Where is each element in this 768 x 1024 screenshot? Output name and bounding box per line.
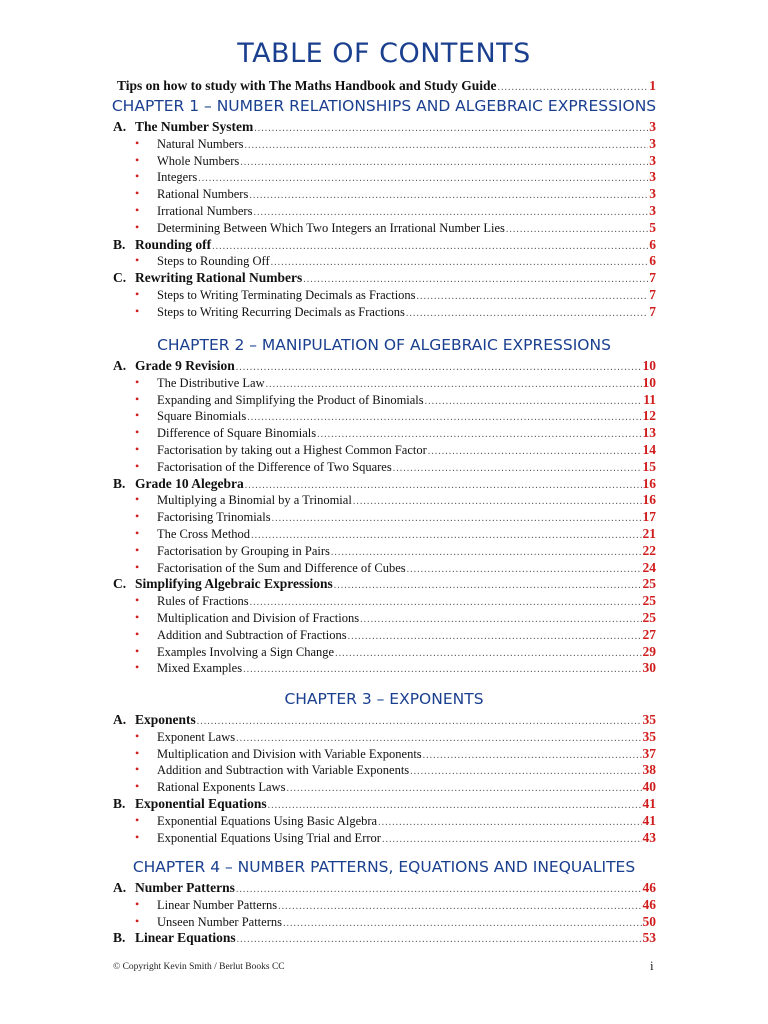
dot-leader (407, 564, 642, 575)
item-entry-label: Unseen Number Patterns (157, 914, 282, 929)
dot-leader (331, 547, 642, 558)
section-entry (113, 119, 656, 137)
section-letter: B. (113, 930, 126, 946)
dot-leader (283, 918, 642, 929)
item-entry-page: 27 (642, 626, 656, 642)
item-entry-label: Multiplication and Division with Variable Exponents (157, 746, 422, 761)
bullet-icon: • (135, 913, 140, 928)
item-entry-page: 13 (642, 425, 656, 441)
bullet-icon: • (135, 442, 140, 456)
dot-leader (335, 648, 641, 659)
bullet-icon: • (135, 829, 140, 844)
section-entry (113, 796, 656, 814)
dot-leader (253, 207, 648, 218)
item-entry-label: Difference of Square Binomials (157, 426, 317, 441)
item-entry-page: 46 (642, 896, 656, 912)
item-entry-page: 38 (642, 762, 656, 778)
section-entry (113, 237, 656, 255)
section-page: 41 (642, 796, 656, 811)
section-page: 6 (649, 236, 656, 252)
item-entry-label: The Distributive Law (157, 375, 265, 390)
tips-entry-label: Tips on how to study with The Maths Handbook and Study Guide (117, 78, 497, 93)
dot-leader (406, 308, 648, 319)
item-entry-page: 3 (649, 203, 656, 218)
bullet-icon: • (135, 626, 140, 641)
item-entry-page: 3 (649, 169, 656, 185)
dot-leader (250, 597, 642, 608)
section-page: 53 (642, 930, 656, 946)
section-label: The Number System (135, 119, 254, 134)
item-entry (135, 746, 656, 764)
section-letter: C. (113, 576, 127, 592)
item-entry-page: 37 (642, 745, 656, 761)
dot-leader (240, 157, 648, 168)
section-entry (113, 880, 656, 898)
section-label: Number Patterns (135, 880, 235, 895)
bullet-icon: • (135, 492, 140, 507)
dot-leader (348, 631, 642, 642)
item-entry-label: Steps to Writing Recurring Decimals as Fractions (157, 304, 405, 319)
item-entry-page: 11 (643, 391, 656, 407)
item-entry-label: Rational Exponents Laws (157, 780, 286, 795)
section-label: Exponential Equations (135, 796, 267, 811)
item-entry-page: 16 (642, 492, 656, 508)
item-entry (135, 220, 656, 238)
dot-leader (360, 614, 641, 625)
item-entry-page: 25 (642, 610, 656, 625)
item-entry-label: Steps to Writing Terminating Decimals as Fractions (157, 288, 416, 302)
item-entry-page: 5 (649, 219, 656, 235)
item-entry-label: Whole Numbers (157, 153, 240, 168)
item-entry (135, 813, 656, 831)
section-page: 7 (649, 270, 656, 286)
dot-leader (378, 817, 641, 828)
bullet-icon: • (135, 643, 140, 658)
chapter-heading: CHAPTER 1 – NUMBER RELATIONSHIPS AND ALGEBRAIC EXPRESSIONS (111, 97, 657, 115)
section-label: Linear Equations (135, 930, 236, 946)
item-entry-label: Determining Between Which Two Integers an Irrational Number Lies (157, 220, 505, 235)
item-entry-label: Irrational Numbers (157, 204, 253, 218)
item-entry-page: 21 (642, 526, 656, 541)
chapter-heading: CHAPTER 4 – NUMBER PATTERNS, EQUATIONS AND INEQUALITES (132, 858, 636, 876)
section-label: Grade 10 Alegebra (135, 475, 244, 491)
dot-leader (417, 291, 649, 302)
section-letter: A. (113, 119, 127, 134)
item-entry (135, 779, 656, 797)
item-entry-label: Multiplying a Binomial by a Trinomial (157, 493, 352, 508)
dot-leader (353, 496, 642, 507)
item-entry-page: 43 (642, 829, 656, 845)
bullet-icon: • (135, 152, 140, 167)
item-entry-page: 40 (642, 779, 656, 795)
item-entry-page: 35 (642, 728, 656, 744)
item-entry-label: Exponential Equations Using Trial and Error (157, 830, 381, 845)
item-entry (135, 509, 656, 527)
section-label: Grade 9 Revision (135, 358, 235, 373)
dot-leader (303, 274, 648, 285)
dot-leader (198, 173, 648, 184)
section-letter: C. (113, 270, 127, 286)
item-entry-label: Expanding and Simplifying the Product of Binomials (157, 392, 424, 407)
section-letter: B. (113, 475, 126, 491)
item-entry-label: Rules of Fractions (157, 594, 249, 609)
item-entry (135, 375, 656, 393)
section-letter: A. (113, 712, 127, 727)
dot-leader (243, 664, 641, 675)
dot-leader (428, 446, 642, 457)
bullet-icon: • (135, 812, 140, 827)
item-entry (135, 627, 656, 645)
bullet-icon: • (135, 135, 140, 150)
dot-leader (410, 766, 641, 777)
item-entry (135, 153, 656, 171)
bullet-icon: • (135, 762, 140, 777)
item-entry-page: 6 (649, 253, 656, 269)
item-entry (135, 897, 656, 915)
section-label: Simplifying Algebraic Expressions (135, 576, 333, 592)
item-entry (135, 169, 656, 187)
dot-leader (244, 140, 648, 151)
item-entry (135, 660, 656, 678)
dot-leader (245, 480, 642, 491)
section-page: 3 (649, 119, 656, 134)
item-entry (135, 729, 656, 747)
bullet-icon: • (135, 509, 140, 524)
item-entry (135, 830, 656, 848)
bullet-icon: • (135, 610, 140, 624)
item-entry-label: Examples Involving a Sign Change (157, 644, 335, 659)
item-entry (135, 392, 656, 410)
dot-leader (423, 750, 642, 761)
bullet-icon: • (135, 526, 140, 540)
item-entry-page: 3 (649, 152, 656, 168)
bullet-icon: • (135, 287, 140, 301)
dot-leader (393, 463, 642, 474)
item-entry-page: 12 (642, 408, 656, 424)
item-entry-page: 7 (649, 287, 656, 302)
item-entry-page: 50 (642, 913, 656, 929)
bullet-icon: • (135, 458, 140, 473)
item-entry (135, 408, 656, 426)
dot-leader (237, 934, 642, 945)
section-label: Exponents (135, 712, 196, 727)
item-entry (135, 459, 656, 477)
bullet-icon: • (135, 779, 140, 794)
section-label: Rounding off (135, 236, 212, 252)
chapter-heading: CHAPTER 2 – MANIPULATION OF ALGEBRAIC EXPRESSIONS (157, 336, 611, 354)
item-entry-page: 3 (649, 186, 656, 202)
bullet-icon: • (135, 593, 140, 608)
item-entry-label: Factorisation of the Sum and Difference of Cubes (157, 560, 406, 575)
page-title: TABLE OF CONTENTS (237, 38, 531, 69)
item-entry (135, 526, 656, 544)
tips-entry-page: 1 (649, 78, 656, 93)
dot-leader (317, 429, 641, 440)
item-entry (135, 543, 656, 561)
chapter-heading: CHAPTER 3 – EXPONENTS (284, 690, 484, 708)
bullet-icon: • (135, 391, 140, 406)
item-entry-label: Addition and Subtraction of Fractions (157, 627, 347, 642)
dot-leader (236, 733, 641, 744)
item-entry (135, 203, 656, 221)
item-entry (135, 593, 656, 611)
bullet-icon: • (135, 425, 140, 440)
section-page: 10 (642, 358, 656, 373)
dot-leader (425, 396, 643, 407)
item-entry-page: 30 (642, 660, 656, 676)
section-letter: B. (113, 796, 126, 811)
item-entry-label: Factorising Trinomials (157, 510, 271, 525)
section-page: 25 (642, 576, 656, 592)
dot-leader (251, 530, 641, 541)
dot-leader (286, 783, 641, 794)
dot-leader (278, 901, 641, 912)
section-entry (113, 576, 656, 594)
section-entry (113, 358, 656, 376)
item-entry-page: 25 (642, 593, 656, 609)
item-entry-label: Factorisation by taking out a Highest Common Factor (157, 443, 427, 457)
dot-leader (272, 513, 642, 524)
section-letter: B. (113, 236, 126, 252)
section-letter: A. (113, 358, 127, 373)
section-page: 35 (642, 712, 656, 727)
dot-leader (268, 800, 642, 811)
bullet-icon: • (135, 219, 140, 234)
item-entry-label: Steps to Rounding Off (157, 254, 270, 269)
section-entry (113, 476, 656, 494)
item-entry-label: Square Binomials (157, 409, 247, 424)
item-entry-page: 17 (642, 509, 656, 525)
item-entry-page: 29 (642, 643, 656, 659)
item-entry-page: 14 (642, 442, 656, 457)
dot-leader (506, 224, 648, 235)
bullet-icon: • (135, 660, 140, 675)
item-entry-label: Natural Numbers (157, 136, 244, 151)
item-entry-page: 10 (642, 374, 656, 390)
tips-entry (117, 78, 656, 96)
item-entry (135, 762, 656, 780)
dot-leader (236, 362, 642, 373)
dot-leader (382, 834, 642, 845)
section-page: 46 (642, 880, 656, 895)
item-entry-page: 3 (649, 135, 656, 151)
footer-page-number: i (650, 958, 654, 973)
item-entry (135, 136, 656, 154)
bullet-icon: • (135, 896, 140, 911)
section-entry (113, 712, 656, 730)
section-entry (113, 930, 656, 948)
item-entry-page: 22 (642, 542, 656, 558)
dot-leader (498, 82, 649, 93)
item-entry-page: 41 (642, 812, 656, 828)
dot-leader (334, 580, 642, 591)
item-entry-label: Factorisation of the Difference of Two Squares (157, 459, 392, 474)
item-entry-label: Multiplication and Division of Fractions (157, 611, 360, 625)
item-entry-page: 7 (649, 303, 656, 319)
bullet-icon: • (135, 559, 140, 574)
section-letter: A. (113, 880, 127, 895)
bullet-icon: • (135, 186, 140, 201)
item-entry-label: Exponential Equations Using Basic Algebra (157, 813, 378, 828)
dot-leader (254, 123, 648, 134)
dot-leader (271, 257, 649, 268)
item-entry-label: Integers (157, 170, 198, 185)
dot-leader (236, 884, 642, 895)
bullet-icon: • (135, 203, 140, 217)
item-entry-label: Rational Numbers (157, 187, 249, 202)
item-entry-label: Factorisation by Grouping in Pairs (157, 543, 330, 558)
item-entry-page: 24 (642, 559, 656, 575)
dot-leader (197, 716, 642, 727)
item-entry (135, 304, 656, 322)
bullet-icon: • (135, 374, 140, 389)
item-entry (135, 287, 656, 305)
item-entry (135, 560, 656, 578)
section-entry (113, 270, 656, 288)
item-entry (135, 425, 656, 443)
dot-leader (212, 241, 648, 252)
bullet-icon: • (135, 728, 140, 743)
item-entry-label: Exponent Laws (157, 729, 236, 744)
item-entry (135, 492, 656, 510)
section-page: 16 (642, 475, 656, 491)
item-entry (135, 442, 656, 460)
bullet-icon: • (135, 542, 140, 557)
item-entry-label: Mixed Examples (157, 661, 243, 676)
item-entry-label: Addition and Subtraction with Variable Exponents (157, 763, 410, 778)
dot-leader (249, 190, 648, 201)
item-entry (135, 644, 656, 662)
bullet-icon: • (135, 303, 140, 318)
bullet-icon: • (135, 745, 140, 760)
item-entry (135, 253, 656, 271)
item-entry-label: The Cross Method (157, 527, 251, 541)
bullet-icon: • (135, 408, 140, 423)
dot-leader (266, 379, 642, 390)
item-entry (135, 914, 656, 932)
item-entry (135, 610, 656, 628)
item-entry-page: 15 (642, 458, 656, 474)
item-entry-label: Linear Number Patterns (157, 897, 278, 912)
bullet-icon: • (135, 169, 140, 184)
item-entry (135, 186, 656, 204)
dot-leader (247, 412, 641, 423)
footer-copyright: © Copyright Kevin Smith / Berlut Books CC (113, 962, 285, 972)
bullet-icon: • (135, 253, 140, 268)
section-label: Rewriting Rational Numbers (135, 270, 303, 286)
